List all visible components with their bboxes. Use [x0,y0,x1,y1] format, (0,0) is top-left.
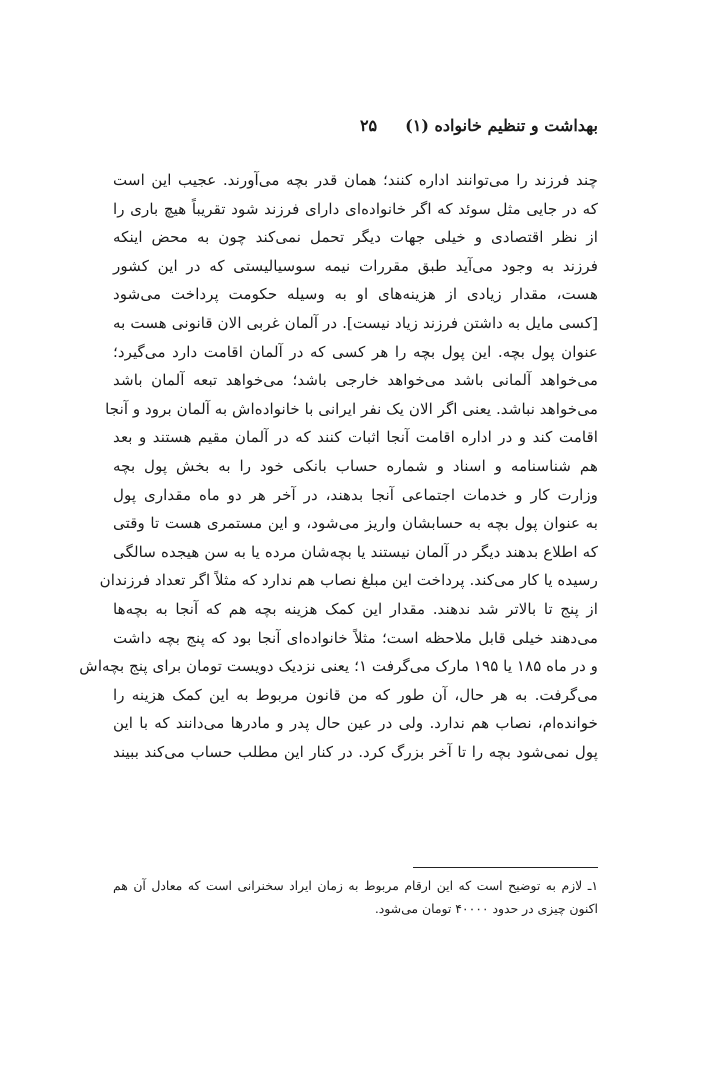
page-number: ۲۵ [359,116,378,135]
footnote-divider [413,867,598,868]
text-line: پول نمی‌شود بچه را تا آخر بزرگ کرد. در کنار این مطلب حساب می‌کند ببیند [113,742,598,761]
text-line: می‌گرفت. به هر حال، آن طور که من قانون مربوط به این کمک هزینه را [113,685,598,704]
text-line: و در ماه ۱۸۵ یا ۱۹۵ مارک می‌گرفت ۱؛ یعنی نزدیک دویست تومان برای پنج بچه‌اش [79,657,598,676]
text-line: وزارت کار و خدمات اجتماعی آنجا بدهند، در آخر هر دو ماه مقداری پول [113,485,598,504]
footnotes [113,874,598,920]
text-line: به عنوان پول بچه به حسابشان واریز می‌شود، و این مستمری هست تا وقتی [113,514,598,533]
text-line: از نظر اقتصادی و خیلی جهات دیگر تحمل نمی‌کند چون به محض اینکه [113,228,598,247]
text-line: [کسی مایل به داشتن فرزند زیاد نیست]. در آلمان غربی الان قانونی هست به [113,313,598,332]
text-line: می‌دهند خیلی قابل ملاحظه است؛ مثلاً خانواده‌ای آنجا بود که پنج بچه داشت [113,628,598,647]
footnote-line: اکنون چیزی در حدود ۴۰۰۰۰ تومان می‌شود. [374,901,598,916]
text-line: می‌خواهد آلمانی باشد می‌خواهد خارجی باشد؛ می‌خواهد تبعه آلمان باشد [113,371,598,390]
text-line: اقامت کند و در اداره اقامت آنجا اثبات کنند که در آلمان مقیم هستند و بعد [113,428,598,447]
running-header [360,116,598,135]
running-header-title: بهداشت و تنظیم خانواده (۱) [405,116,598,135]
text-line: که اطلاع بدهند دیگر در آلمان نیستند یا بچه‌شان مرده یا به سن هیجده سالگی [113,542,598,561]
text-line: می‌خواهد نباشد. یعنی اگر الان یک نفر ایرانی با خانواده‌اش به آلمان برود و آنجا [105,399,598,418]
text-line: فرزند به وجود می‌آید طبق مقررات نیمه سوسیالیستی که در این کشور [113,256,598,275]
footnote-line: ۱ـ لازم به توضیح است که این ارقام مربوط به زمان ایراد سخنرانی است که معادل آن هم [113,878,598,893]
text-line: که در جایی مثل سوئد که اگر خانواده‌ای دارای فرزند شود تقریباً هیچ باری را [113,199,598,218]
text-line: هست، مقدار زیادی از هزینه‌های او به وسیله حکومت پرداخت می‌شود [113,285,598,304]
text-line: رسیده یا کار می‌کند. پرداخت این مبلغ نصاب هم ندارد که مثلاً اگر تعداد فرزندان [99,571,598,590]
text-line: چند فرزند را می‌توانند اداره کنند؛ همان قدر بچه می‌آورند. عجیب این است [113,171,598,189]
text-line: عنوان پول بچه. این پول بچه را هر کسی که در آلمان اقامت دارد می‌گیرد؛ [113,342,598,361]
text-line: از پنج تا بالاتر شد ندهند. مقدار این کمک هزینه بچه هم که آنجا به بچه‌ها [113,599,598,618]
text-line: هم شناسنامه و اسناد و شماره حساب بانکی خود را به بخش پول بچه [113,456,598,475]
body-text [79,166,598,766]
text-line: خوانده‌ام، نصاب هم ندارد. ولی در عین حال پدر و مادرها می‌دانند که با این [113,714,598,733]
